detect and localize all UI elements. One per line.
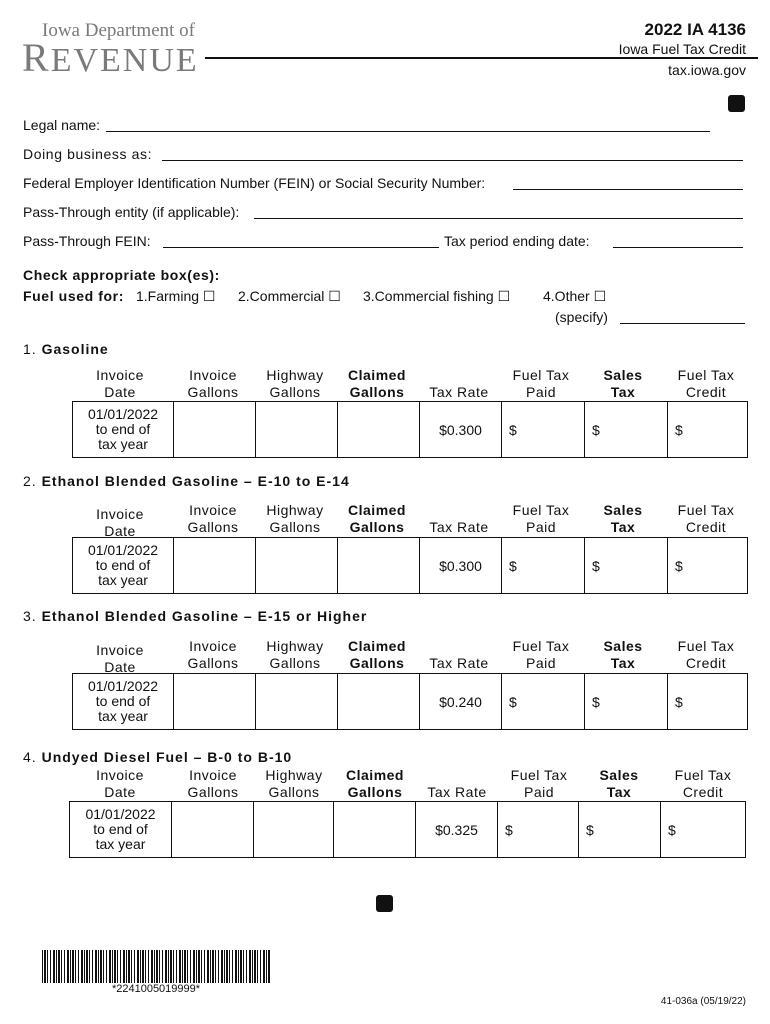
col-claimed-gallons: Claimed Gallons xyxy=(348,502,406,535)
highway-gallons-input[interactable] xyxy=(256,538,338,594)
section-2-label: Ethanol Blended Gasoline – E-10 to E-14 xyxy=(41,473,350,489)
tax-period-field[interactable] xyxy=(613,247,743,248)
invoice-date-cell: 01/01/2022 to end of tax year xyxy=(73,538,174,594)
form-id: 2022 IA 4136 xyxy=(644,20,746,39)
claimed-gallons-input[interactable] xyxy=(338,402,420,458)
pass-through-field[interactable] xyxy=(254,218,743,219)
col-invoice-date: Invoice Date xyxy=(96,367,144,400)
tax-rate-cell: $0.300 xyxy=(420,402,502,458)
registration-marker-bottom xyxy=(376,895,393,912)
fein-field[interactable] xyxy=(513,189,743,190)
specify-label: (specify) xyxy=(555,309,608,325)
section-3-title xyxy=(23,608,367,624)
col-invoice-gallons: Invoice Gallons xyxy=(187,638,239,671)
col-highway-gallons: Highway Gallons xyxy=(265,767,323,800)
col-claimed-gallons: Claimed Gallons xyxy=(346,767,404,800)
section-3-number: 3. xyxy=(23,608,37,624)
col-claimed-gallons: Claimed Gallons xyxy=(348,367,406,400)
col-sales-tax: Sales Tax xyxy=(603,502,643,535)
highway-gallons-input[interactable] xyxy=(256,674,338,730)
claimed-gallons-input[interactable] xyxy=(334,802,416,858)
invoice-date-cell: 01/01/2022 to end of tax year xyxy=(73,402,174,458)
tax-rate-cell: $0.325 xyxy=(416,802,498,858)
fein-label: Federal Employer Identification Number (FEIN) or Social Security Number: xyxy=(23,175,486,191)
col-invoice-gallons: Invoice Gallons xyxy=(187,767,239,800)
col-tax-rate: Tax Rate xyxy=(427,784,487,800)
registration-marker-top xyxy=(728,95,745,112)
col-fuel-tax-paid: Fuel Tax Paid xyxy=(510,767,568,800)
invoice-gallons-input[interactable] xyxy=(174,538,256,594)
invoice-gallons-input[interactable] xyxy=(174,674,256,730)
claimed-gallons-input[interactable] xyxy=(338,674,420,730)
col-tax-rate: Tax Rate xyxy=(429,384,489,400)
fuel-tax-paid-input[interactable]: $ xyxy=(502,538,585,594)
section-1-title xyxy=(23,341,109,357)
col-fuel-tax-credit: Fuel Tax Credit xyxy=(674,767,732,800)
table-row xyxy=(70,802,746,858)
col-sales-tax: Sales Tax xyxy=(603,638,643,671)
col-fuel-tax-paid: Fuel Tax Paid xyxy=(512,502,570,535)
col-fuel-tax-credit: Fuel Tax Credit xyxy=(677,502,735,535)
fuel-tax-credit-input[interactable]: $ xyxy=(668,674,748,730)
section-2-number: 2. xyxy=(23,473,37,489)
fuel-tax-credit-input[interactable]: $ xyxy=(668,402,748,458)
invoice-gallons-input[interactable] xyxy=(172,802,254,858)
section-4-label: Undyed Diesel Fuel – B-0 to B-10 xyxy=(41,749,293,765)
fuel-tax-paid-input[interactable]: $ xyxy=(502,402,585,458)
section-2-table xyxy=(72,537,748,594)
logo-agency-line: Iowa Department of xyxy=(42,20,195,41)
farming-checkbox[interactable]: 1.Farming ☐ xyxy=(136,288,216,304)
col-highway-gallons: Highway Gallons xyxy=(266,367,324,400)
col-sales-tax: Sales Tax xyxy=(603,367,643,400)
col-highway-gallons: Highway Gallons xyxy=(266,502,324,535)
commercial-fishing-checkbox[interactable]: 3.Commercial fishing ☐ xyxy=(363,288,511,304)
tax-rate-cell: $0.300 xyxy=(420,538,502,594)
section-1-table xyxy=(72,401,748,458)
form-revision: 41-036a (05/19/22) xyxy=(660,996,746,1007)
col-sales-tax: Sales Tax xyxy=(599,767,639,800)
col-claimed-gallons: Claimed Gallons xyxy=(348,638,406,671)
section-1-number: 1. xyxy=(23,341,37,357)
sales-tax-input[interactable]: $ xyxy=(585,674,668,730)
form-url: tax.iowa.gov xyxy=(668,62,746,78)
section-1-label: Gasoline xyxy=(41,341,109,357)
section-3-table xyxy=(72,673,748,730)
col-invoice-date: Invoice Date xyxy=(96,767,144,800)
fuel-tax-paid-input[interactable]: $ xyxy=(498,802,579,858)
section-4-number: 4. xyxy=(23,749,37,765)
fuel-tax-credit-input[interactable]: $ xyxy=(668,538,748,594)
pass-through-fein-field[interactable] xyxy=(163,247,439,248)
commercial-checkbox[interactable]: 2.Commercial ☐ xyxy=(238,288,341,304)
barcode-number: *2241005019999* xyxy=(111,983,201,995)
tax-period-label: Tax period ending date: xyxy=(444,233,590,249)
table-row xyxy=(73,402,748,458)
pass-through-fein-label: Pass-Through FEIN: xyxy=(23,233,151,249)
logo-revenue xyxy=(22,34,199,81)
col-highway-gallons: Highway Gallons xyxy=(266,638,324,671)
invoice-gallons-input[interactable] xyxy=(174,402,256,458)
invoice-date-cell: 01/01/2022 to end of tax year xyxy=(70,802,172,858)
table-row xyxy=(73,674,748,730)
section-4-table xyxy=(69,801,746,858)
sales-tax-input[interactable]: $ xyxy=(585,538,668,594)
col-tax-rate: Tax Rate xyxy=(429,519,489,535)
fuel-tax-credit-input[interactable]: $ xyxy=(661,802,746,858)
invoice-date-cell: 01/01/2022 to end of tax year xyxy=(73,674,174,730)
col-fuel-tax-paid: Fuel Tax Paid xyxy=(512,638,570,671)
col-fuel-tax-credit: Fuel Tax Credit xyxy=(677,367,735,400)
header-rule xyxy=(205,57,758,59)
col-fuel-tax-credit: Fuel Tax Credit xyxy=(677,638,735,671)
pass-through-label: Pass-Through entity (if applicable): xyxy=(23,204,240,220)
section-2-title xyxy=(23,473,350,489)
logo-initial: R xyxy=(22,35,51,80)
col-invoice-date: Invoice Date xyxy=(96,506,144,539)
fuel-used-for-label: Fuel used for: xyxy=(23,288,124,304)
legal-name-field[interactable] xyxy=(106,131,710,132)
dba-label: Doing business as: xyxy=(23,146,153,162)
check-boxes-heading: Check appropriate box(es): xyxy=(23,267,220,283)
sales-tax-input[interactable]: $ xyxy=(579,802,661,858)
section-4-title xyxy=(23,749,292,765)
specify-field[interactable] xyxy=(620,323,745,324)
col-invoice-date: Invoice Date xyxy=(96,642,144,675)
logo-rest: EVENUE xyxy=(50,42,199,79)
section-3-label: Ethanol Blended Gasoline – E-15 or Higher xyxy=(41,608,368,624)
highway-gallons-input[interactable] xyxy=(256,402,338,458)
col-tax-rate: Tax Rate xyxy=(429,655,489,671)
col-fuel-tax-paid: Fuel Tax Paid xyxy=(512,367,570,400)
dba-field[interactable] xyxy=(162,160,743,161)
col-invoice-gallons: Invoice Gallons xyxy=(187,367,239,400)
col-invoice-gallons: Invoice Gallons xyxy=(187,502,239,535)
highway-gallons-input[interactable] xyxy=(254,802,334,858)
sales-tax-input[interactable]: $ xyxy=(585,402,668,458)
other-checkbox[interactable]: 4.Other ☐ xyxy=(543,288,607,304)
form-title: Iowa Fuel Tax Credit xyxy=(618,41,746,57)
legal-name-label: Legal name: xyxy=(23,117,101,133)
claimed-gallons-input[interactable] xyxy=(338,538,420,594)
barcode xyxy=(42,950,270,983)
table-row xyxy=(73,538,748,594)
fuel-tax-paid-input[interactable]: $ xyxy=(502,674,585,730)
tax-rate-cell: $0.240 xyxy=(420,674,502,730)
